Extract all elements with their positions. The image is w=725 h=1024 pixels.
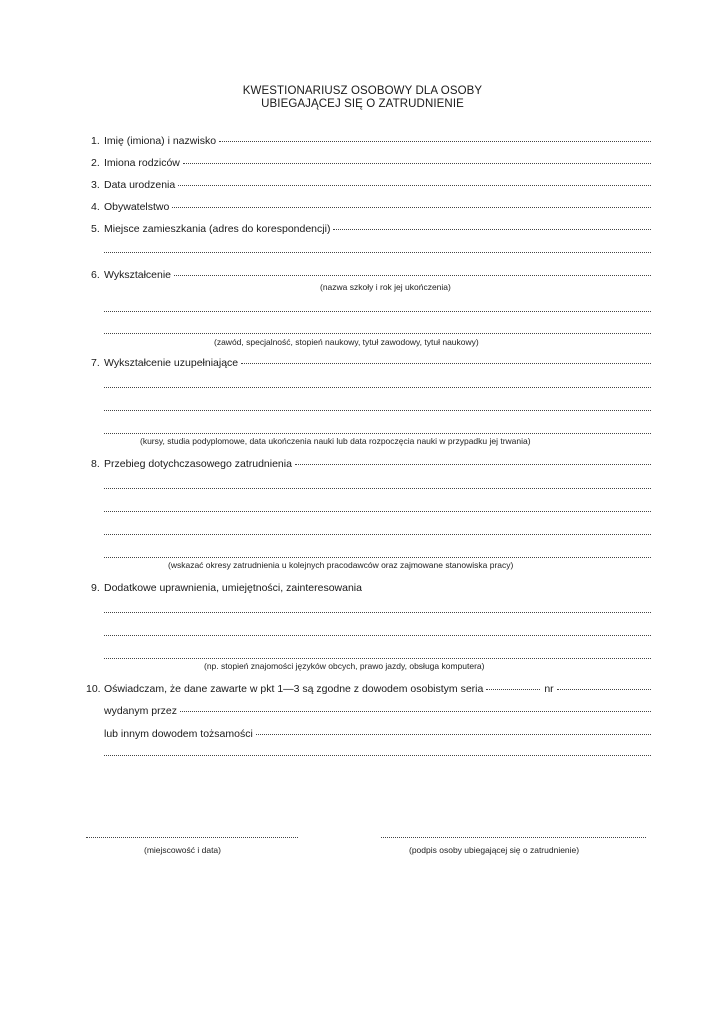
id-number-label: nr (544, 683, 554, 695)
field-employment-history (91, 457, 651, 471)
field-label: Wykształcenie (104, 269, 172, 281)
signature-caption: (podpis osoby ubiegającej się o zatrudnienie) (409, 845, 580, 855)
fill-line[interactable] (104, 410, 651, 411)
fill-line[interactable] (104, 488, 651, 489)
form-title-line-2: UBIEGAJĄCEJ SIĘ O ZATRUDNIENIE (261, 98, 464, 110)
signature-fill-line[interactable] (381, 837, 646, 838)
field-education (91, 268, 651, 282)
field-hint: (zawód, specjalność, stopień naukowy, tytuł zawodowy, tytuł naukowy) (214, 337, 479, 347)
fill-line[interactable] (256, 733, 651, 735)
fill-line[interactable] (104, 511, 651, 512)
fill-line[interactable] (104, 534, 651, 535)
field-number: 10. (86, 683, 101, 695)
field-number: 4. (91, 201, 100, 213)
field-number: 5. (91, 223, 100, 235)
field-label: Obywatelstwo (104, 201, 170, 213)
field-birth-date (91, 178, 651, 192)
fill-line[interactable] (219, 140, 651, 142)
field-address (91, 222, 651, 236)
id-number-fill-line[interactable] (557, 688, 651, 690)
field-number: 8. (91, 458, 100, 470)
field-name (91, 134, 651, 148)
field-label: wydanym przez (104, 705, 177, 717)
fill-line[interactable] (174, 274, 651, 276)
field-number: 1. (91, 135, 100, 147)
fill-line[interactable] (104, 755, 651, 756)
fill-line[interactable] (104, 658, 651, 659)
form-title-line-1: KWESTIONARIUSZ OSOBOWY DLA OSOBY (242, 85, 483, 97)
field-label: Oświadczam, że dane zawarte w pkt 1—3 są zgodne z dowodem osobistym seria (104, 683, 484, 695)
fill-line[interactable] (104, 333, 651, 334)
field-number: 9. (91, 582, 100, 594)
fill-line[interactable] (104, 252, 651, 253)
id-series-fill-line[interactable] (486, 688, 540, 690)
field-number: 7. (91, 357, 100, 369)
field-number: 3. (91, 179, 100, 191)
field-citizenship (91, 200, 651, 214)
fill-line[interactable] (104, 635, 651, 636)
field-label: Data urodzenia (104, 179, 176, 191)
fill-line[interactable] (333, 228, 651, 230)
fill-line[interactable] (104, 311, 651, 312)
fill-line[interactable] (178, 184, 651, 186)
field-number: 6. (91, 269, 100, 281)
field-other-id (104, 727, 651, 741)
fill-line[interactable] (295, 463, 651, 465)
fill-line[interactable] (241, 362, 651, 364)
field-label: Przebieg dotychczasowego zatrudnienia (104, 458, 292, 470)
field-number: 2. (91, 157, 100, 169)
field-label: Imię (imiona) i nazwisko (104, 135, 217, 147)
field-label: Imiona rodziców (104, 157, 180, 169)
place-date-fill-line[interactable] (86, 837, 298, 838)
field-hint: (wskazać okresy zatrudnienia u kolejnych pracodawców oraz zajmowane stanowiska pracy) (168, 560, 514, 570)
field-label: Miejsce zamieszkania (adres do korespondencji) (104, 223, 331, 235)
fill-line[interactable] (104, 612, 651, 613)
field-additional-education (91, 356, 651, 370)
fill-line[interactable] (104, 433, 651, 434)
field-hint: (np. stopień znajomości języków obcych, prawo jazdy, obsługa komputera) (204, 661, 485, 671)
field-label: Wykształcenie uzupełniające (104, 357, 239, 369)
field-label: lub innym dowodem tożsamości (104, 728, 253, 740)
place-date-caption: (miejscowość i data) (144, 845, 221, 855)
field-extra-skills (91, 581, 651, 595)
fill-line[interactable] (183, 162, 651, 164)
field-hint: (kursy, studia podyplomowe, data ukończenia nauki lub data rozpoczęcia nauki w przypadku jej trwania) (140, 436, 531, 446)
field-declaration (86, 682, 651, 696)
fill-line[interactable] (104, 557, 651, 558)
field-issued-by (104, 704, 651, 718)
field-parents-names (91, 156, 651, 170)
fill-line[interactable] (104, 387, 651, 388)
field-label: Dodatkowe uprawnienia, umiejętności, zainteresowania (104, 582, 362, 594)
field-hint: (nazwa szkoły i rok jej ukończenia) (320, 282, 451, 292)
fill-line[interactable] (180, 710, 651, 712)
fill-line[interactable] (172, 206, 651, 208)
